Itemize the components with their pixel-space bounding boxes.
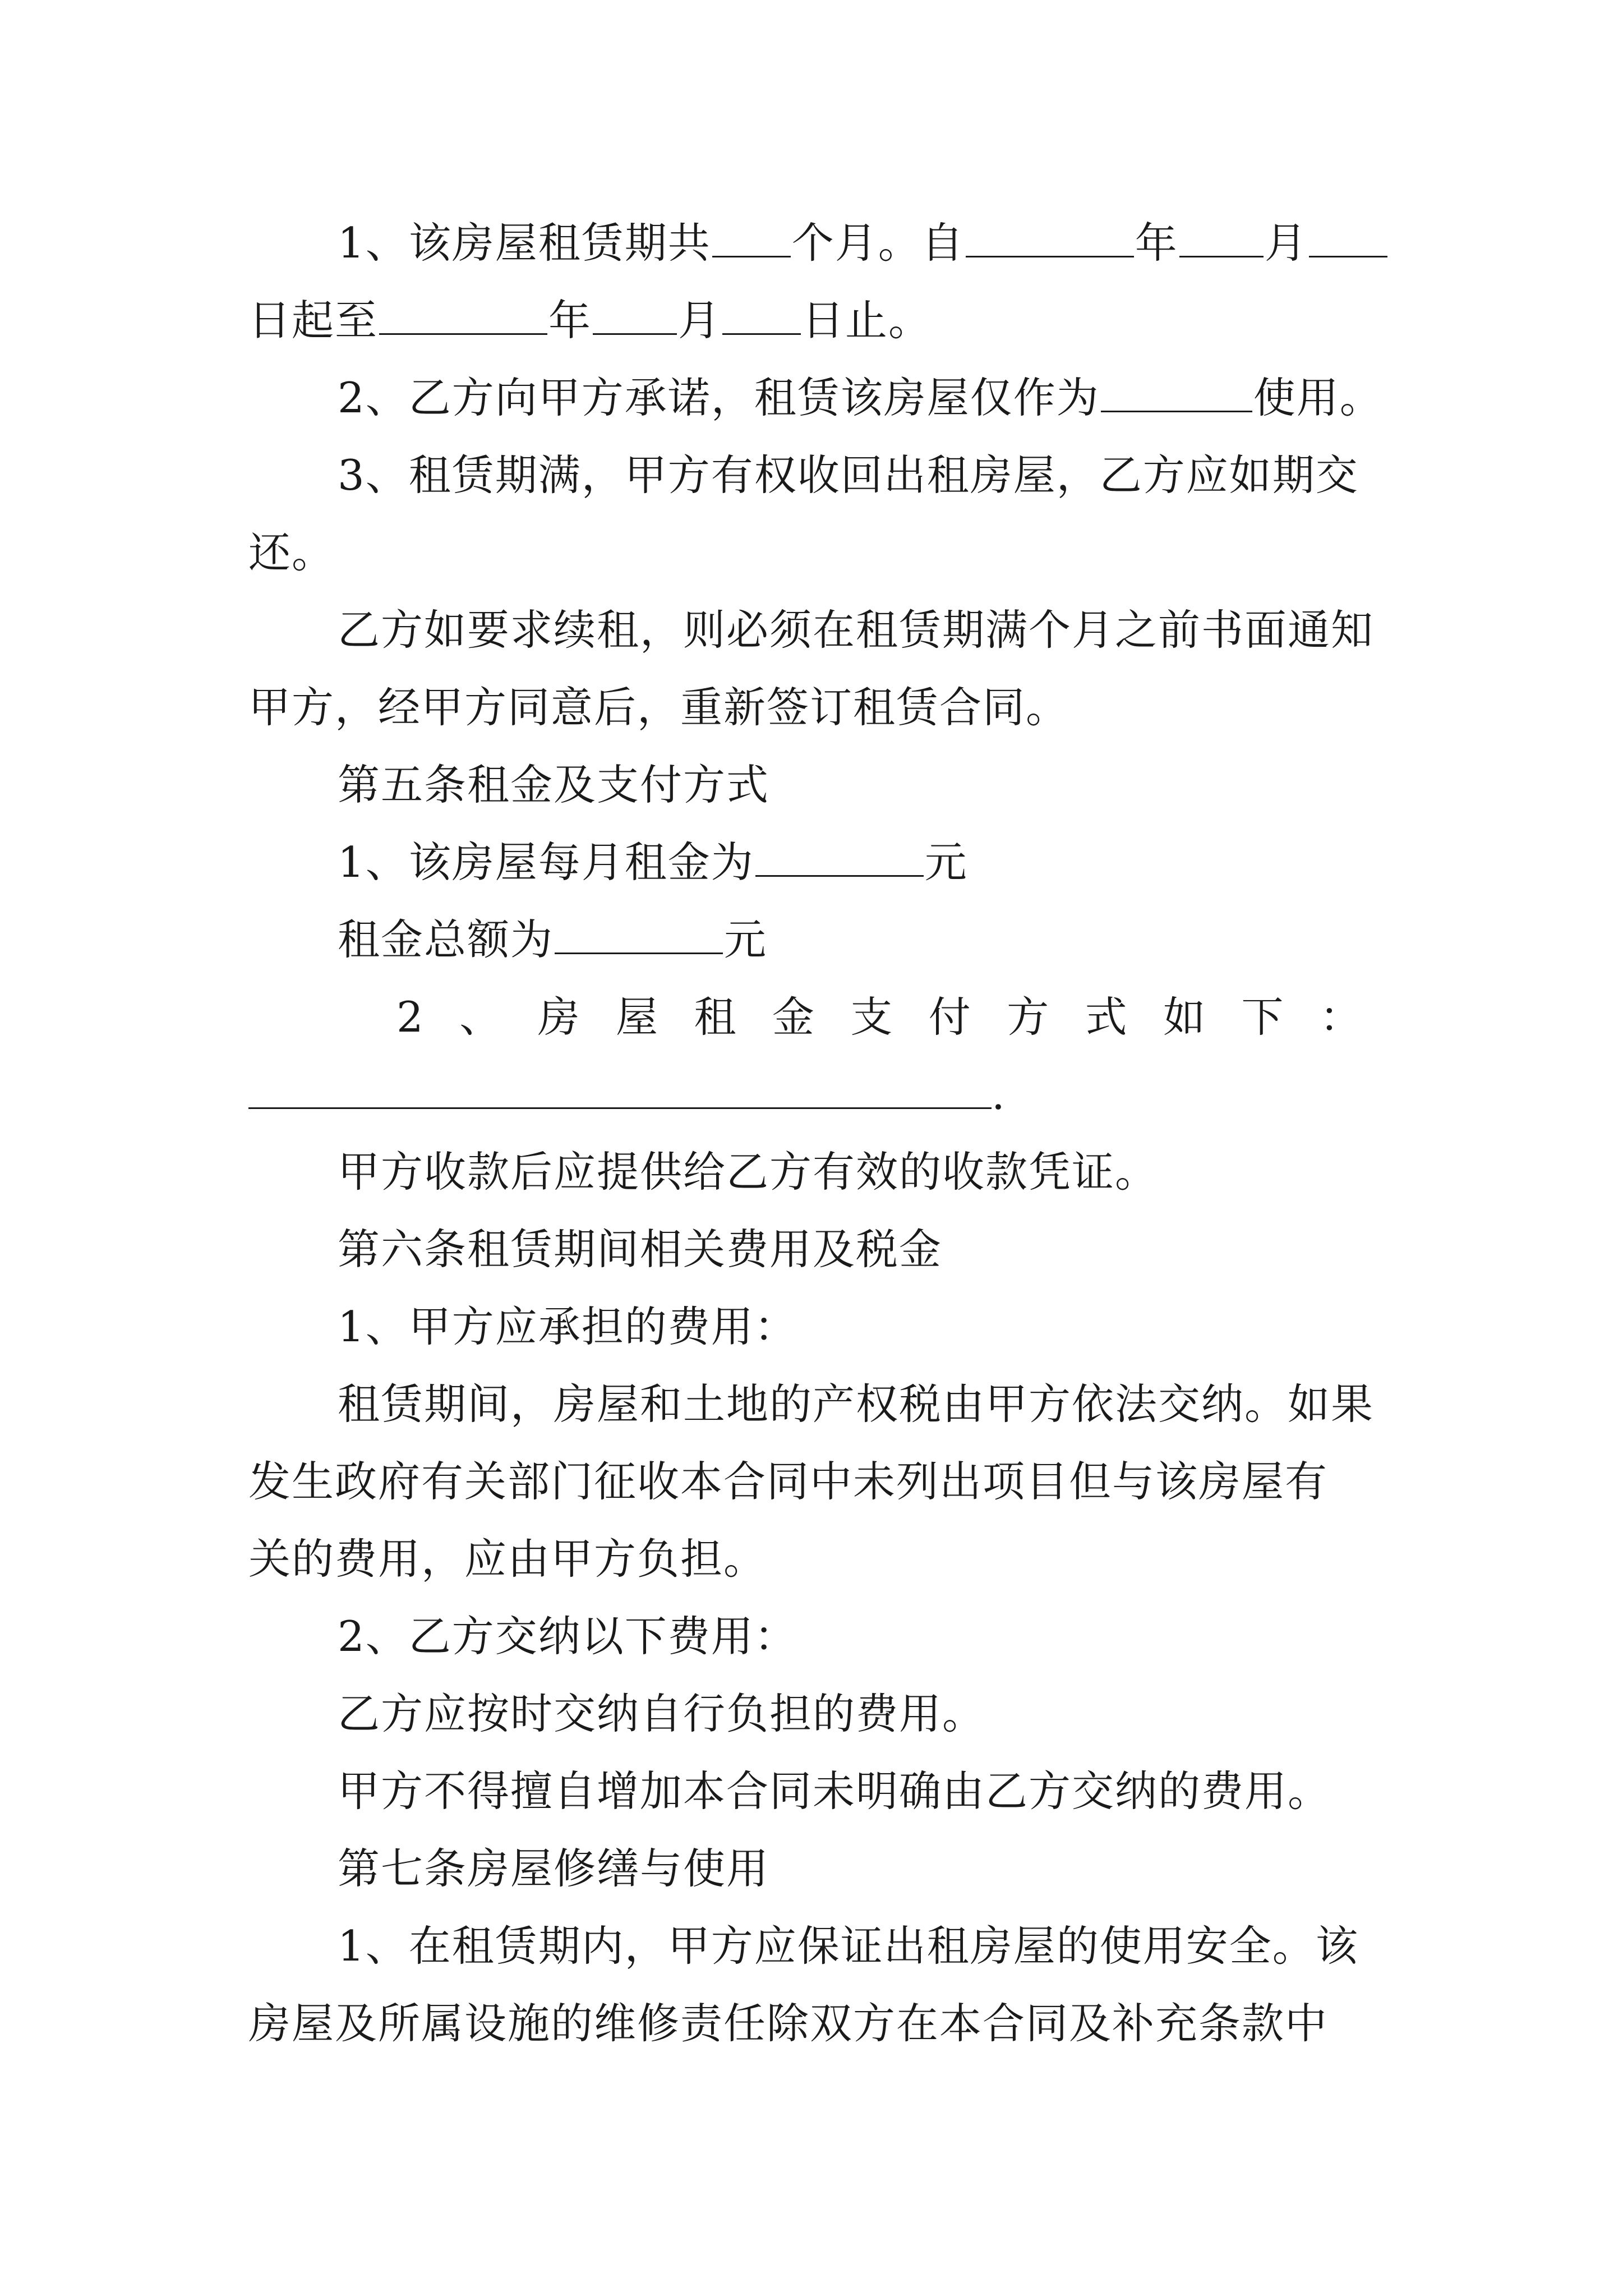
usage-line — [338, 370, 1487, 426]
usage-blank — [1101, 371, 1252, 412]
paragraph-line: 租赁期间，房屋和土地的产权税由甲方依法交纳。如果 — [338, 1379, 1375, 1429]
year-label: 年 — [548, 296, 592, 345]
end-day-blank — [722, 294, 801, 335]
total-rent-line — [338, 912, 1487, 968]
end-text: 日止。 — [802, 296, 932, 345]
payment-method-blank — [248, 1068, 992, 1109]
justified-char: 金 — [772, 992, 815, 1042]
payment-method-blank-line — [248, 1066, 1398, 1122]
paragraph-line: 2、乙方交纳以下费用： — [338, 1612, 797, 1661]
month-label: 月 — [1264, 218, 1308, 268]
justified-char: ： — [1319, 992, 1363, 1042]
period-mark: . — [992, 1070, 1006, 1119]
start-year-blank — [966, 217, 1134, 257]
lease-term-line-1 — [338, 215, 1487, 271]
usage-suffix: 使用。 — [1253, 373, 1383, 422]
monthly-rent-line — [338, 834, 1487, 890]
paragraph-line: 1、甲方应承担的费用： — [338, 1302, 797, 1351]
paragraph-line: 发生政府有关部门征收本合同中未列出项目但与该房屋有 — [248, 1457, 1329, 1506]
section-heading: 第七条房屋修缮与使用 — [338, 1844, 770, 1893]
justified-char: 、 — [459, 992, 503, 1042]
justified-char: 房 — [537, 992, 581, 1042]
paragraph-line: 乙方如要求续租，则必须在租赁期满个月之前书面通知 — [338, 605, 1375, 655]
section-heading: 第五条租金及支付方式 — [338, 760, 770, 809]
paragraph-line: 1、在租赁期内，甲方应保证出租房屋的使用安全。该 — [338, 1921, 1359, 1971]
until-text: 日起至 — [248, 296, 379, 345]
currency-unit: 元 — [724, 915, 768, 964]
paragraph-line: 甲方收款后应提供给乙方有效的收款凭证。 — [338, 1147, 1159, 1197]
monthly-rent-text: 1、该房屋每月租金为 — [338, 838, 754, 887]
end-month-blank — [593, 294, 677, 335]
from-text: 个月。自 — [791, 218, 965, 268]
paragraph-line: 甲方不得擅自增加本合同未明确由乙方交纳的费用。 — [338, 1766, 1331, 1816]
paragraph-line: 3、租赁期满，甲方有权收回出租房屋，乙方应如期交 — [338, 450, 1359, 500]
justified-char: 式 — [1085, 992, 1128, 1042]
lease-term-text: 1、该房屋租赁期共 — [338, 218, 711, 268]
payment-method-line — [396, 989, 1363, 1045]
start-day-blank — [1309, 217, 1387, 257]
justified-char: 屋 — [616, 992, 660, 1042]
justified-char: 方 — [1007, 992, 1050, 1042]
paragraph-line: 房屋及所属设施的维修责任除双方在本合同及补充条款中 — [248, 1999, 1329, 2048]
justified-char: 如 — [1163, 992, 1207, 1042]
total-rent-text: 租金总额为 — [338, 915, 554, 964]
justified-char: 付 — [928, 992, 972, 1042]
start-month-blank — [1179, 217, 1264, 257]
end-year-blank — [379, 294, 547, 335]
currency-unit: 元 — [924, 838, 968, 887]
justified-char: 租 — [694, 992, 737, 1042]
paragraph-line: 甲方，经甲方同意后，重新签订租赁合同。 — [248, 683, 1069, 732]
usage-text: 2、乙方向甲方承诺，租赁该房屋仅作为 — [338, 373, 1100, 422]
justified-char: 2 — [396, 992, 425, 1042]
month-label: 月 — [678, 296, 722, 345]
lease-term-line-2 — [248, 292, 1398, 348]
paragraph-line: 还。 — [248, 528, 335, 577]
justified-char: 下 — [1241, 992, 1285, 1042]
justified-char: 支 — [850, 992, 894, 1042]
year-label: 年 — [1135, 218, 1178, 268]
months-blank — [712, 217, 791, 257]
paragraph-line: 关的费用，应由甲方负担。 — [248, 1534, 767, 1584]
monthly-rent-blank — [755, 836, 924, 877]
section-heading: 第六条租赁期间相关费用及税金 — [338, 1225, 943, 1274]
total-rent-blank — [555, 913, 723, 954]
paragraph-line: 乙方应按时交纳自行负担的费用。 — [338, 1689, 986, 1738]
